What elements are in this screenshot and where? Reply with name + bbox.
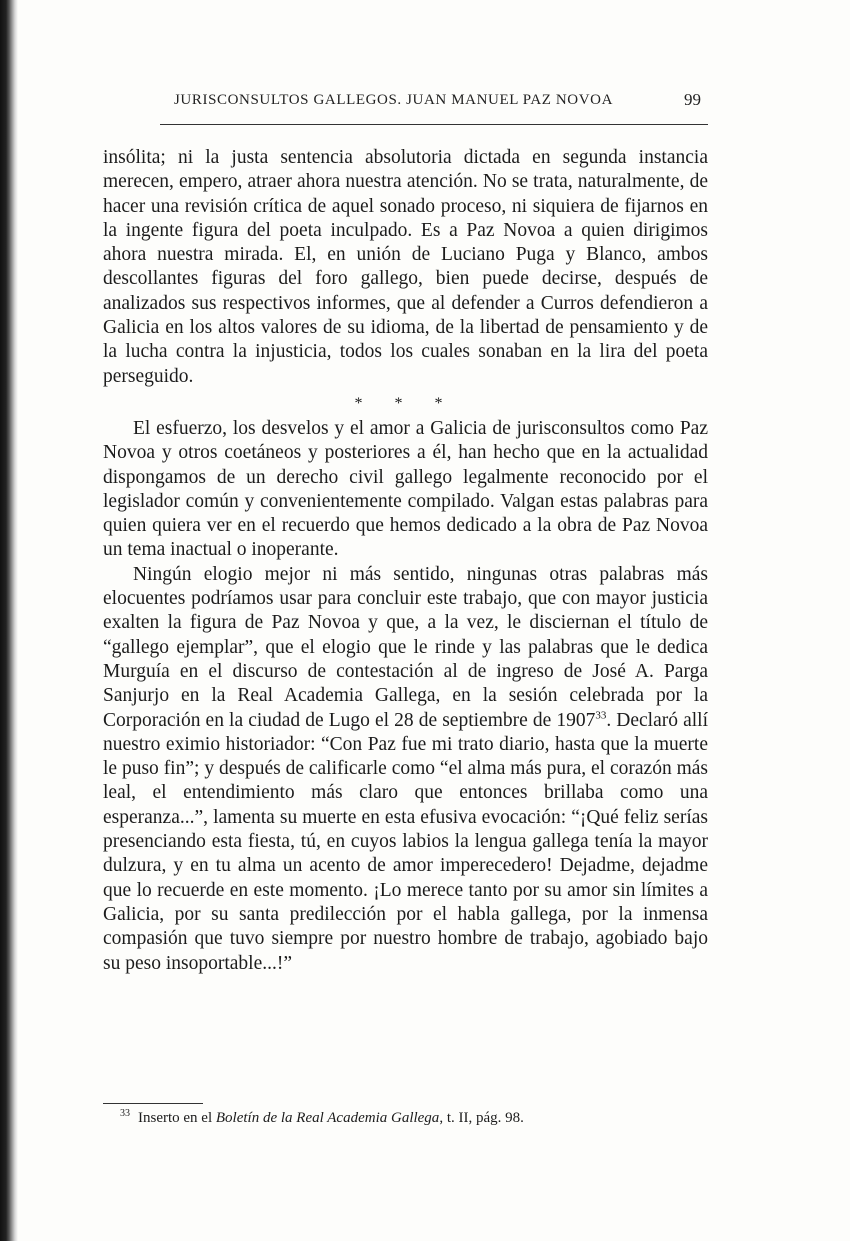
paragraph-2: El esfuerzo, los desvelos y el amor a Galicia de jurisconsultos como Paz Novoa y otros coetáneos y posteriores a él, han hecho que en la actualidad dispongamos de un derecho civil gallego legalmente reconocido por el legislador común y convenientemente compilado. Valgan estas palabras para quien quiera ver en el recuerdo que hemos dedicado a la obra de Paz Novoa un tema inactual o inoperante. bbox=[103, 417, 708, 561]
section-separator: * * * bbox=[354, 394, 457, 412]
footnote-text-after: , t. II, pág. 98. bbox=[439, 1110, 524, 1126]
header-rule bbox=[160, 124, 708, 125]
page-binding-edge bbox=[0, 0, 18, 1241]
footnote-rule bbox=[103, 1103, 203, 1104]
footnote-number: 33 bbox=[120, 1108, 130, 1119]
paragraph-1: insólita; ni la justa sentencia absolutoria dictada en segunda instancia merecen, empero, atraer ahora nuestra atención. No se trata, naturalmente, de hacer una revisión crítica de aquel sonado proceso, ni siquiera de fijarnos en la ingente figura del poeta inculpado. Es a Paz Novoa a quien dirigimos ahora nuestra mirada. El, en unión de Luciano Puga y Blanco, ambos descollantes figuras del foro gallego, bien puede decirse, después de analizados sus respectivos informes, que al defender a Curros defendieron a Galicia en los altos valores de su idioma, de la libertad de pensamiento y de la lucha contra la injusticia, todos los cuales sonaban en la lira del poeta perseguido. bbox=[103, 147, 708, 387]
running-head: JURISCONSULTOS GALLEGOS. JUAN MANUEL PAZ NOVOA bbox=[174, 92, 614, 108]
footnote bbox=[120, 1108, 720, 1128]
page-number: 99 bbox=[684, 90, 701, 109]
footnote-title: Boletín de la Real Academia Gallega bbox=[215, 1110, 440, 1126]
paragraph-3-part-1: Ningún elogio mejor ni más sentido, ningunas otras palabras más elocuentes podríamos usar para concluir este trabajo, que con mayor justicia exalten la figura de Paz Novoa y que, a la vez, le disciernan el título de “gallego ejemplar”, que el elogio que le rinde y las palabras que le dedica Murguía en el discurso de contestación al de ingreso de José A. Parga Sanjurjo en la Real Academia Gallega, en la sesión celebrada por la Corporación en la ciudad de Lugo el 28 de septiembre de 1907 bbox=[103, 563, 708, 731]
body-text bbox=[103, 146, 708, 976]
footnote-text-before: Inserto en el bbox=[138, 1110, 213, 1126]
footnote-reference: 33 bbox=[595, 709, 607, 722]
paragraph-3-part-2: . Declaró allí nuestro eximio historiador: “Con Paz fue mi trato diario, hasta que la muerte le puso fin”; y después de calificarle como “el alma más pura, el corazón más leal, el entendimiento más claro que entonces brillaba como una esperanza...”, lamenta su muerte en esta efusiva evocación: “¡Qué feliz serías presenciando esta fiesta, tú, en cuyos labios la lengua gallega tenía la mayor dulzura, y en tu alma un acento de amor imperecedero! Dejadme, dejadme que lo recuerde en este momento. ¡Lo merece tanto por su amor sin límites a Galicia, por su santa predilección por el habla gallega, por la inmensa compasión que tuvo siempre por nuestro hombre de trabajo, agobiado bajo su peso insoportable...!” bbox=[103, 709, 708, 974]
paragraph-3 bbox=[103, 563, 708, 976]
